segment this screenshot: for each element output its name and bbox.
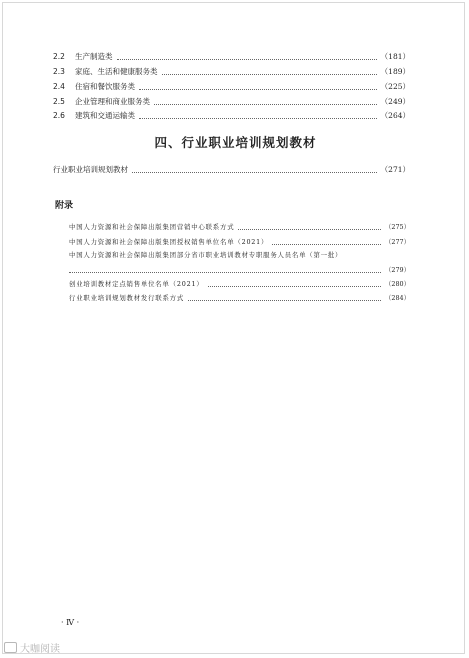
toc-entry-title: 行业职业培训规划教材 [53, 165, 128, 174]
appendix-entry[interactable] [69, 222, 410, 231]
toc-entry-title: 生产制造类 [75, 52, 113, 61]
appendix-entry-page: （277） [385, 238, 410, 246]
toc-entry[interactable] [53, 81, 410, 92]
document-page [2, 2, 465, 654]
dot-leader [139, 117, 377, 119]
toc-entry-title: 家庭、生活和健康服务类 [75, 67, 158, 76]
toc-entry-page: （225） [380, 82, 410, 91]
appendix-entry[interactable] [69, 279, 410, 288]
toc-entry-page: （181） [380, 52, 410, 61]
toc-entry-number: 2.3 [53, 67, 65, 76]
appendix-entry-page: （280） [385, 280, 410, 288]
toc-entry-page: （264） [380, 111, 410, 120]
appendix-entry-title: 行业职业培训规划教材发行联系方式 [69, 294, 185, 302]
page-number: · Ⅳ · [61, 618, 80, 627]
chapter-heading: 四、行业职业培训规划教材 [154, 135, 317, 150]
toc-entry-title: 住宿和餐饮服务类 [75, 82, 135, 91]
toc-entry[interactable] [53, 66, 410, 77]
watermark-text: 大咖阅读 [20, 644, 60, 655]
dot-leader [238, 228, 381, 230]
appendix-entry-continuation[interactable] [69, 265, 410, 274]
dot-leader [188, 299, 381, 301]
appendix-entry-title: 创业培训教材定点销售单位名单（2021） [69, 280, 204, 288]
appendix-entry[interactable] [69, 237, 410, 246]
appendix-entry[interactable] [69, 293, 410, 302]
toc-entry-page: （249） [380, 97, 410, 106]
appendix-entry-page: （279） [385, 266, 410, 274]
toc-entry-number: 2.4 [53, 82, 65, 91]
toc-entry[interactable] [53, 51, 410, 62]
toc-entry[interactable] [53, 110, 410, 121]
toc-entry-title: 企业管理和商业服务类 [75, 97, 150, 106]
toc-entry-number: 2.2 [53, 52, 65, 61]
watermark [4, 640, 60, 655]
toc-entry-number: 2.5 [53, 97, 65, 106]
dot-leader [162, 73, 377, 75]
toc-entry-page: （189） [380, 67, 410, 76]
dot-leader [208, 285, 382, 287]
appendix-entry-title[interactable]: 中国人力资源和社会保障出版集团部分省市职业培训教材专职服务人员名单（第一批） [69, 251, 343, 259]
appendix-entry-page: （284） [385, 294, 410, 302]
dot-leader [139, 88, 377, 90]
toc-entry-title: 建筑和交通运输类 [75, 111, 135, 120]
dot-leader [132, 171, 377, 173]
dot-leader [69, 271, 381, 273]
appendix-entry-title: 中国人力资源和社会保障出版集团授权销售单位名单（2021） [69, 238, 269, 246]
dot-leader [154, 103, 377, 105]
dot-leader [117, 58, 377, 60]
toc-entry-number: 2.6 [53, 111, 65, 120]
toc-entry[interactable] [53, 164, 410, 175]
dot-leader [272, 243, 381, 245]
watermark-logo-icon [4, 642, 17, 653]
toc-entry-page: （271） [380, 165, 410, 174]
toc-entry[interactable] [53, 96, 410, 107]
appendix-heading: 附录 [55, 201, 74, 211]
appendix-entry-title: 中国人力资源和社会保障出版集团营销中心联系方式 [69, 223, 235, 231]
appendix-entry-page: （275） [385, 223, 410, 231]
